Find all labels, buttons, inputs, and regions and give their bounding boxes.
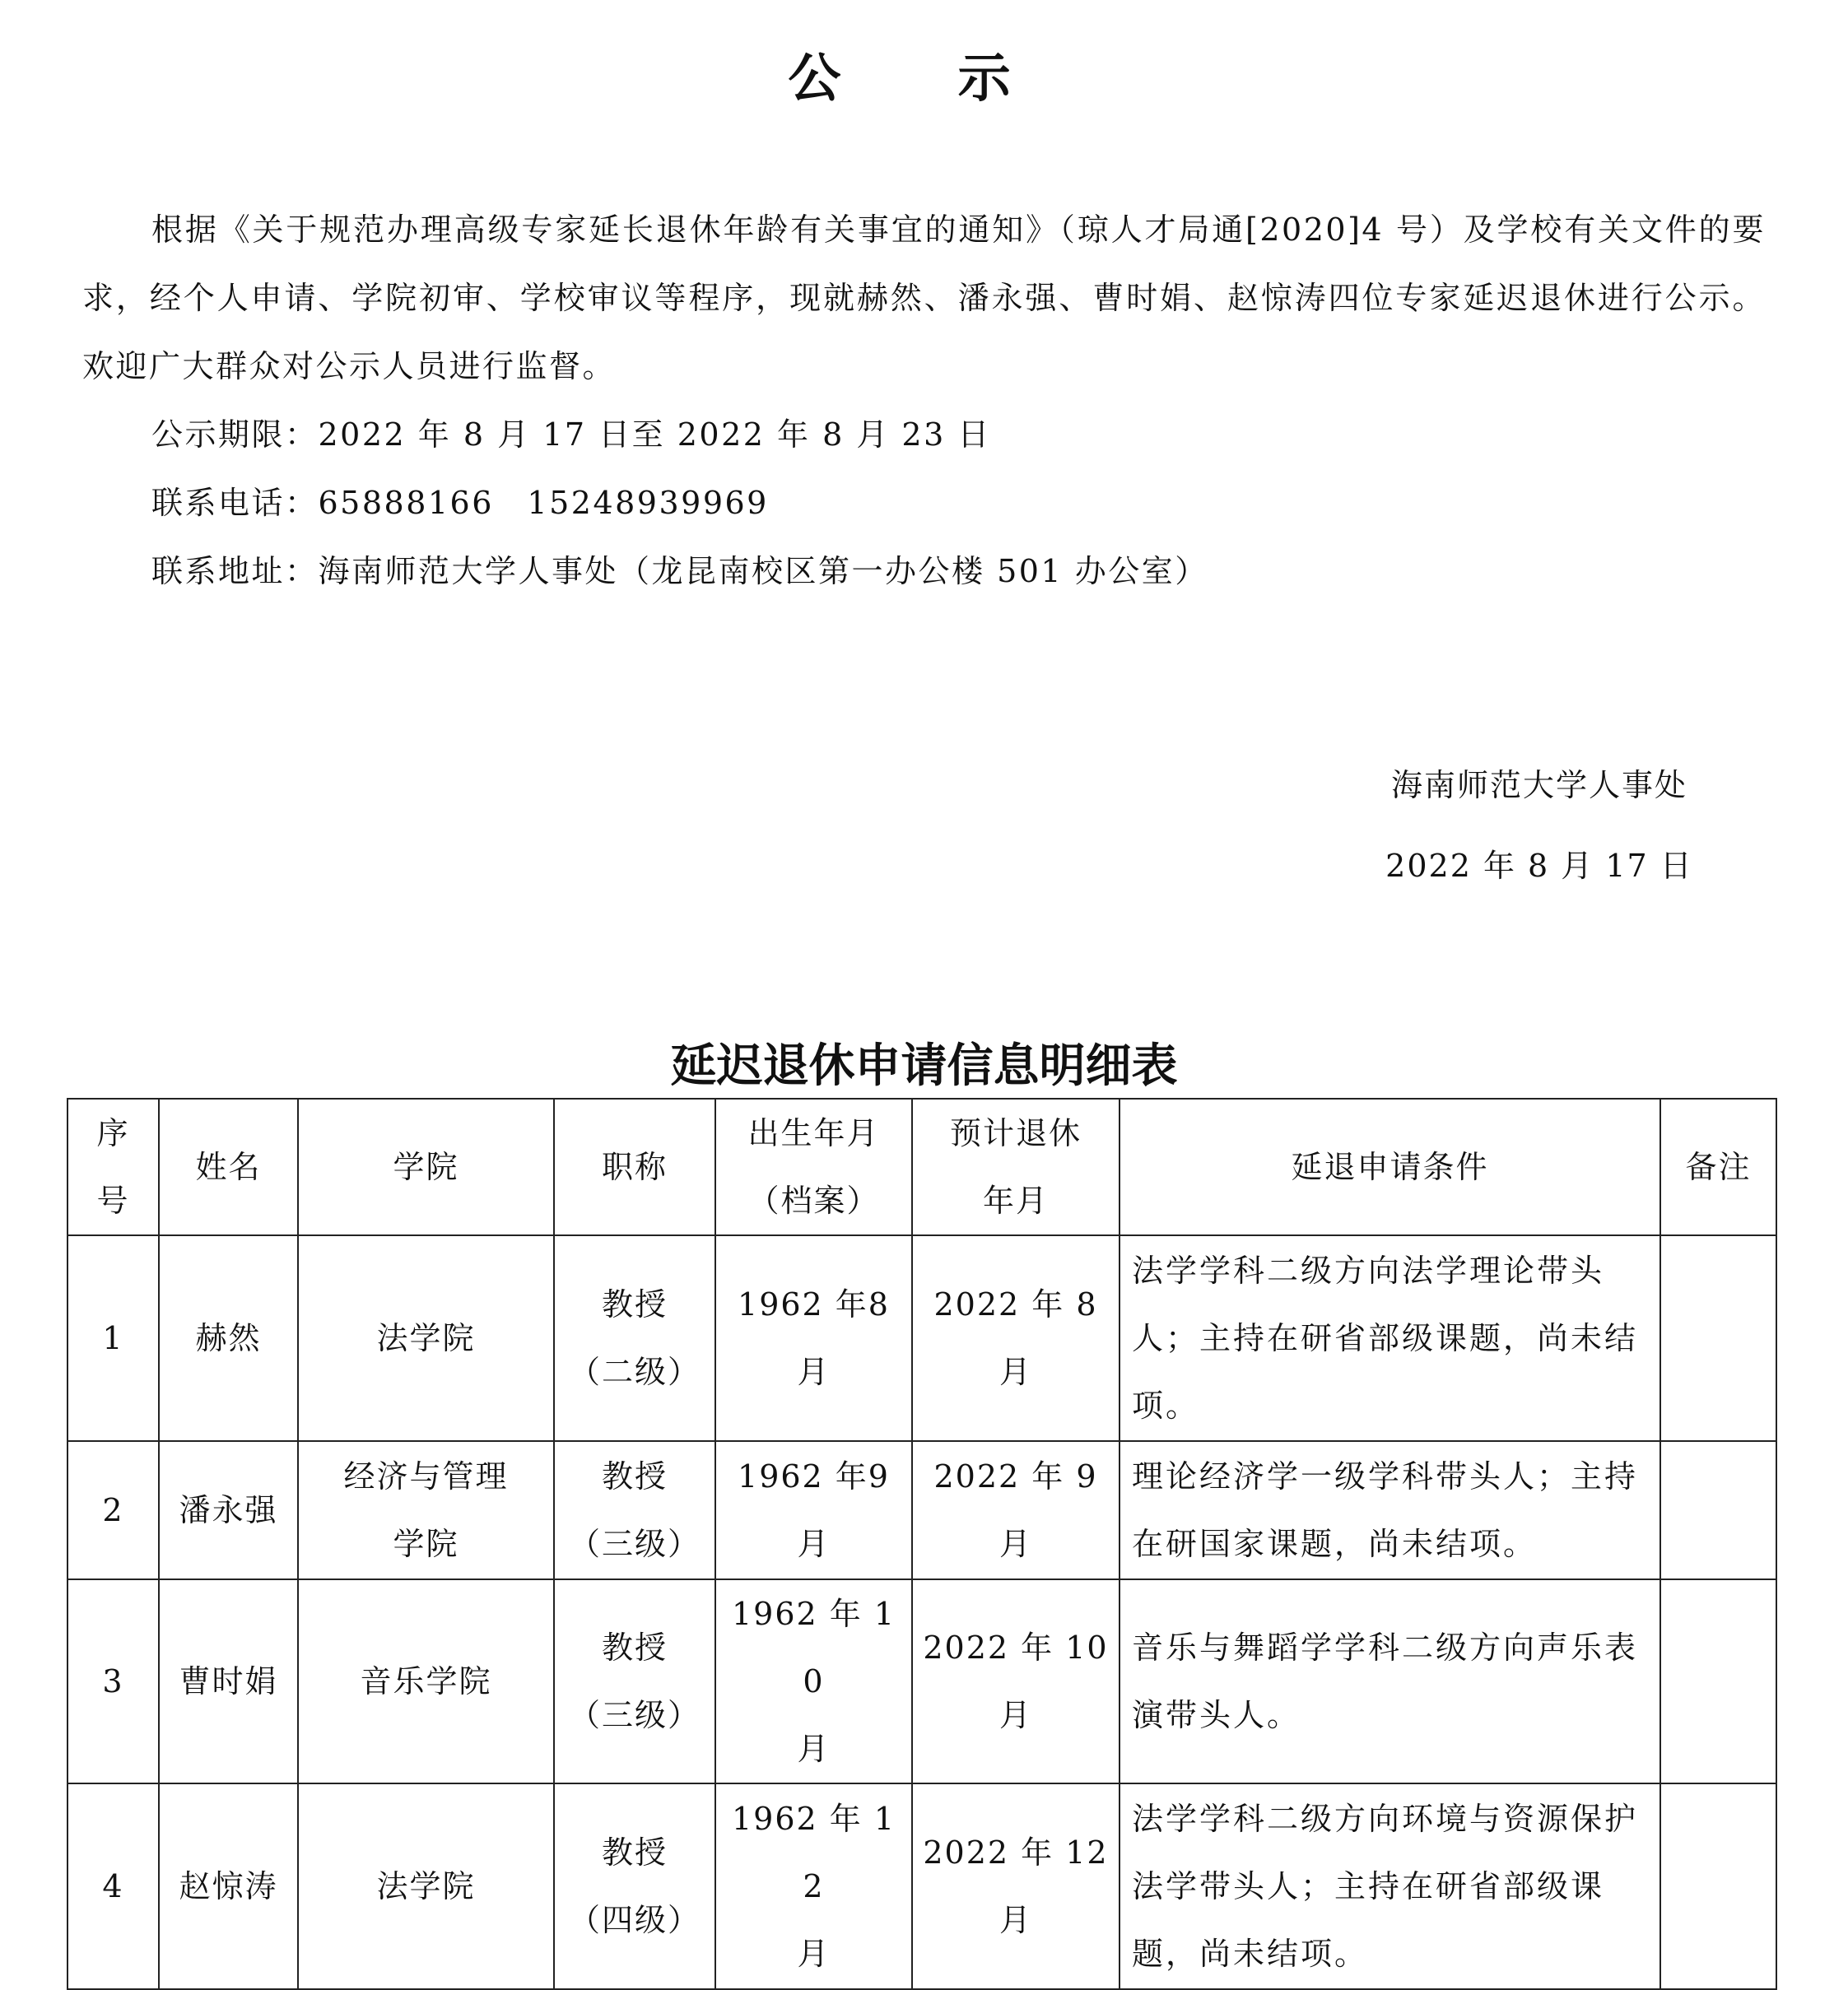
- signature-block: [1284, 745, 1794, 906]
- header-rank: 职称: [554, 1099, 715, 1235]
- cell-condition: 理论经济学一级学科带头人；主持在研国家课题，尚未结项。: [1120, 1441, 1660, 1579]
- cell-retire: 2022 年 8 月: [912, 1235, 1120, 1441]
- notice-body: [82, 196, 1766, 606]
- cell-name: 赫然: [159, 1235, 298, 1441]
- notice-phone: 联系电话：65888166 15248939969: [151, 485, 769, 521]
- table-row: [67, 1441, 1776, 1579]
- table-header-row: [67, 1099, 1776, 1235]
- cell-name: 曹时娟: [159, 1579, 298, 1783]
- notice-address: 联系地址：海南师范大学人事处（龙昆南校区第一办公楼 501 办公室）: [151, 553, 1208, 589]
- cell-remark: [1660, 1441, 1776, 1579]
- cell-retire: 2022 年 10 月: [912, 1579, 1120, 1783]
- cell-college: 音乐学院: [298, 1579, 554, 1783]
- cell-college: 经济与管理 学院: [298, 1441, 554, 1579]
- cell-condition: 法学学科二级方向法学理论带头人；主持在研省部级课题，尚未结项。: [1120, 1235, 1660, 1441]
- cell-birth: 1962 年9月: [715, 1441, 912, 1579]
- header-seq: 序 号: [67, 1099, 159, 1235]
- header-college: 学院: [298, 1099, 554, 1235]
- cell-condition: 音乐与舞蹈学学科二级方向声乐表演带头人。: [1120, 1579, 1660, 1783]
- cell-rank: 教授 （三级）: [554, 1441, 715, 1579]
- cell-seq: 1: [67, 1235, 159, 1441]
- header-remark: 备注: [1660, 1099, 1776, 1235]
- cell-remark: [1660, 1783, 1776, 1989]
- header-name: 姓名: [159, 1099, 298, 1235]
- cell-condition: 法学学科二级方向环境与资源保护法学带头人；主持在研省部级课题，尚未结项。: [1120, 1783, 1660, 1989]
- table-title: 延迟退休申请信息明细表: [670, 1039, 1178, 1093]
- header-retire: 预计退休 年月: [912, 1099, 1120, 1235]
- table-row: [67, 1235, 1776, 1441]
- notice-period: 公示期限：2022 年 8 月 17 日至 2022 年 8 月 23 日: [151, 416, 991, 453]
- signature-date: 2022 年 8 月 17 日: [1385, 848, 1693, 884]
- cell-college: 法学院: [298, 1235, 554, 1441]
- detail-table: [67, 1098, 1777, 1990]
- cell-seq: 3: [67, 1579, 159, 1783]
- cell-birth: 1962 年8月: [715, 1235, 912, 1441]
- table-row: [67, 1579, 1776, 1783]
- cell-remark: [1660, 1579, 1776, 1783]
- cell-retire: 2022 年 12 月: [912, 1783, 1120, 1989]
- signature-org: 海南师范大学人事处: [1390, 767, 1687, 803]
- cell-remark: [1660, 1235, 1776, 1441]
- header-birth: 出生年月 （档案）: [715, 1099, 912, 1235]
- cell-name: 赵惊涛: [159, 1783, 298, 1989]
- cell-rank: 教授 （二级）: [554, 1235, 715, 1441]
- header-condition: 延退申请条件: [1120, 1099, 1660, 1235]
- cell-birth: 1962 年 10 月: [715, 1579, 912, 1783]
- cell-college: 法学院: [298, 1783, 554, 1989]
- notice-title: 公 示: [788, 49, 1060, 109]
- cell-retire: 2022 年 9 月: [912, 1441, 1120, 1579]
- cell-birth: 1962 年 12 月: [715, 1783, 912, 1989]
- cell-name: 潘永强: [159, 1441, 298, 1579]
- cell-rank: 教授 （四级）: [554, 1783, 715, 1989]
- cell-rank: 教授 （三级）: [554, 1579, 715, 1783]
- notice-paragraph-main: 根据《关于规范办理高级专家延长退休年龄有关事宜的通知》（琼人才局通[2020]4 号）及学校有关文件的要求，经个人申请、学院初审、学校审议等程序，现就赫然、潘永强、曹时娟、赵惊涛四位专家延迟退休进行公示。欢迎广大群众对公示人员进行监督。: [82, 212, 1766, 384]
- cell-seq: 2: [67, 1441, 159, 1579]
- table-row: [67, 1783, 1776, 1989]
- cell-seq: 4: [67, 1783, 159, 1989]
